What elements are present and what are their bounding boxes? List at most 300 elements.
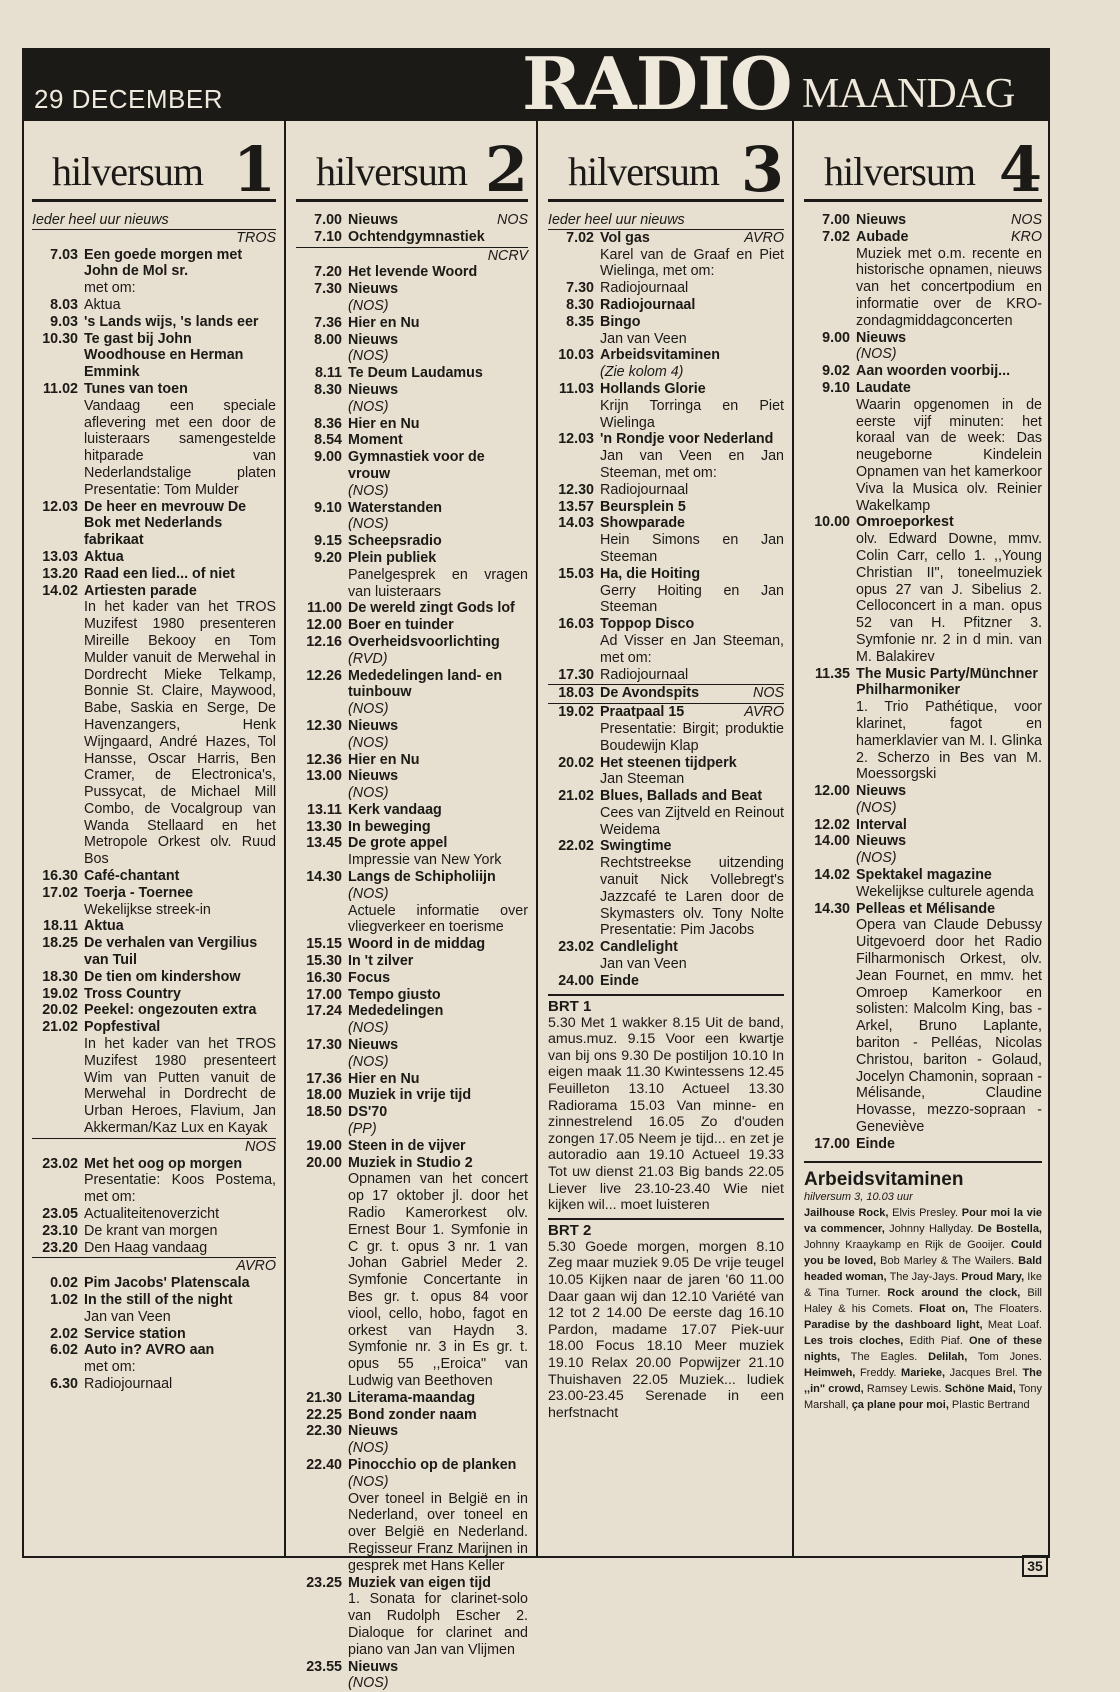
- program-row: [32, 918, 276, 935]
- program-title: Artiesten parade: [84, 582, 197, 599]
- brt2-title: BRT 2: [548, 1218, 784, 1239]
- program-title: Bingo: [600, 313, 641, 330]
- program-time: 8.36: [314, 415, 342, 432]
- program-time: 23.05: [42, 1206, 78, 1223]
- program-body: [348, 315, 528, 332]
- program-title: Het levende Woord: [348, 264, 478, 281]
- program-description: Radiojournaal: [600, 481, 689, 498]
- program-title-line: [348, 668, 528, 702]
- program-title-line: [348, 869, 528, 886]
- program-title-line: [348, 332, 528, 349]
- arbeidsvitaminen-box: [804, 1161, 1042, 1413]
- program-title-line: [348, 500, 528, 517]
- program-body: [600, 755, 784, 789]
- program-row: [296, 332, 528, 366]
- program-body: [84, 1376, 276, 1393]
- program-title: Spektakel magazine: [856, 867, 992, 884]
- program-title: Nieuws: [856, 833, 907, 850]
- program-time: 19.02: [42, 985, 78, 1002]
- program-row: [296, 212, 528, 229]
- program-title: Te gast bij John Woodhouse en Herman Emmink: [84, 330, 244, 381]
- program-title: Overheidsvoorlichting: [348, 633, 500, 650]
- program-body: [348, 550, 528, 600]
- playlist-artist: Johnny Hallyday.: [884, 1222, 978, 1235]
- program-body: [348, 449, 528, 499]
- program-list: [32, 212, 276, 1393]
- program-source: (NOS): [348, 297, 389, 314]
- column-hilversum-3: [536, 121, 792, 1558]
- program-title: Beursplein 5: [600, 498, 686, 515]
- program-row: [296, 550, 528, 600]
- program-title-line: [348, 416, 528, 433]
- program-title: Het steenen tijdperk: [600, 754, 737, 771]
- program-title: In 't zilver: [348, 953, 414, 970]
- program-title-line: [856, 363, 1042, 380]
- program-title-line: [856, 1136, 1042, 1153]
- program-title: The Music Party/Münchner Philharmoniker: [856, 665, 1038, 699]
- program-body: [856, 380, 1042, 514]
- program-time: 18.03: [558, 685, 594, 702]
- program-row: [296, 634, 528, 668]
- program-time: 9.10: [314, 499, 342, 516]
- program-title-line: [348, 1575, 528, 1592]
- playlist-song: De Bostella,: [977, 1222, 1042, 1235]
- box-title: Arbeidsvitaminen: [804, 1168, 964, 1190]
- program-time: 9.15: [314, 533, 342, 550]
- program-row: [296, 1003, 528, 1037]
- program-row: [296, 365, 528, 382]
- program-title-line: [600, 973, 784, 990]
- program-body: [348, 869, 528, 936]
- program-title-line: [600, 685, 784, 702]
- playlist-artist: Jacques Brel.: [945, 1366, 1023, 1379]
- program-body: [600, 515, 784, 565]
- program-time: 9.00: [822, 329, 850, 346]
- program-row: [804, 666, 1042, 784]
- program-title: Laudate: [856, 379, 911, 396]
- program-title: De grote appel: [348, 835, 448, 852]
- program-title-line: [348, 617, 528, 634]
- program-time: 8.54: [314, 432, 342, 449]
- program-description: Radiojournaal: [600, 280, 689, 297]
- program-time: 23.55: [306, 1658, 342, 1675]
- program-row: [296, 1659, 528, 1692]
- program-time: 13.11: [307, 801, 342, 818]
- program-title-line: [600, 499, 784, 516]
- program-time: 15.15: [306, 936, 342, 953]
- program-row: [296, 819, 528, 836]
- program-time: 12.03: [558, 431, 594, 448]
- playlist-song: Proud Mary,: [961, 1270, 1025, 1283]
- program-row: [296, 1104, 528, 1138]
- program-title-line: [348, 264, 528, 281]
- program-title: Hier en Nu: [348, 314, 420, 331]
- program-body: [600, 616, 784, 666]
- program-description: Ad Visser en Jan Steeman, met om:: [600, 632, 784, 666]
- program-title: De Avondspits: [600, 685, 700, 702]
- program-title-line: [348, 1003, 528, 1020]
- program-row: [548, 314, 784, 348]
- program-row: [548, 939, 784, 973]
- column-hilversum-4: [792, 121, 1050, 1558]
- program-title-line: [348, 432, 528, 449]
- program-title-line: [84, 1342, 276, 1359]
- program-time: 23.02: [42, 1155, 78, 1172]
- header-title: RADIO: [522, 41, 792, 126]
- program-body: [600, 431, 784, 481]
- program-body: [600, 230, 784, 280]
- program-body: [348, 281, 528, 315]
- program-title-line: [84, 885, 276, 902]
- program-description: Jan van Veen: [600, 330, 687, 347]
- program-time: 14.30: [814, 900, 850, 917]
- program-title: Pinocchio op de planken: [348, 1456, 517, 1473]
- program-body: [600, 566, 784, 616]
- program-row: [804, 330, 1042, 364]
- program-body: [348, 802, 528, 819]
- program-body: [600, 381, 784, 431]
- program-title-line: [348, 600, 528, 617]
- program-source: (NOS): [348, 348, 389, 365]
- program-title-line: [348, 281, 528, 298]
- program-title-line: [348, 1659, 528, 1676]
- program-row: [296, 1423, 528, 1457]
- playlist-artist: Ike & Tina Turner.: [804, 1270, 1042, 1299]
- program-title: Focus: [348, 969, 391, 986]
- program-body: [348, 1037, 528, 1071]
- program-title-line: [84, 918, 276, 935]
- program-body: [84, 1342, 276, 1376]
- program-title-line: [856, 514, 1042, 531]
- program-title: Woord in de middag: [348, 936, 486, 953]
- program-title-line: [348, 229, 528, 246]
- station-header: [296, 121, 528, 206]
- program-body: [348, 936, 528, 953]
- playlist-song: Schöne Maid,: [944, 1382, 1016, 1395]
- station-name: hilversum: [824, 149, 975, 194]
- program-row: [548, 667, 784, 684]
- program-body: [348, 1138, 528, 1155]
- program-time: 11.00: [307, 600, 342, 617]
- program-title: Mededelingen land- en tuinbouw: [348, 667, 503, 701]
- program-body: [348, 212, 528, 229]
- program-body: [348, 1659, 528, 1692]
- program-row: [804, 380, 1042, 514]
- program-row: [296, 1390, 528, 1407]
- program-body: [348, 819, 528, 836]
- program-row: [32, 566, 276, 583]
- station-header: [804, 121, 1042, 206]
- program-row: [296, 802, 528, 819]
- program-title: Arbeidsvitaminen: [600, 347, 720, 364]
- program-description: Gerry Hoiting en Jan Steeman: [600, 582, 784, 616]
- program-body: [348, 835, 528, 869]
- program-row: [804, 817, 1042, 834]
- program-row: [296, 835, 528, 869]
- program-body: [600, 704, 784, 754]
- playlist-song: Jailhouse Rock,: [804, 1206, 889, 1219]
- program-body: [856, 514, 1042, 665]
- program-body: [600, 939, 784, 973]
- program-description: 1. Sonata for clarinet-solo van Rudolph Escher 2. Dialoque for clarinet and piano van Jan van Vlijmen: [348, 1591, 528, 1658]
- program-list: [804, 212, 1042, 1153]
- program-row: [296, 752, 528, 769]
- page-header: [22, 41, 1050, 126]
- playlist-song: Could you be loved,: [804, 1238, 1042, 1267]
- program-title-line: [348, 970, 528, 987]
- program-title: Waterstanden: [348, 499, 443, 516]
- program-body: [600, 788, 784, 838]
- playlist-song: ça plane pour moi,: [851, 1398, 949, 1411]
- program-time: 6.30: [50, 1375, 78, 1392]
- program-row: [296, 953, 528, 970]
- program-body: [600, 314, 784, 348]
- program-time: 17.24: [306, 1003, 342, 1020]
- program-title-line: [84, 381, 276, 398]
- program-source: (NOS): [348, 1675, 389, 1692]
- station-name: hilversum: [568, 149, 719, 194]
- column-hilversum-1: [22, 121, 284, 1558]
- program-description: In het kader van het TROS Muzifest 1980 presenteren Mireille Bekooy en Tom Mulder vanuit de Merwehal in Dordrecht Mieke Telkamp, Bonnie St. Claire, Maywood, Babe, Saskia en Serge, De Havenzangers, Henk Wijngaard, André Hazes, Tol Hansse, Oscar Harris, Ben Cramer, de Electronica's, Pussycat, de Michael Mill Combo, de Vocalgroup van Wanda Stellaard en het Metropole Orkest olv. Ruud Bos: [84, 599, 276, 868]
- program-row: [296, 617, 528, 634]
- program-body: [600, 973, 784, 990]
- program-title-line: [348, 315, 528, 332]
- program-body: [84, 381, 276, 499]
- program-row: [32, 314, 276, 331]
- program-title-line: [348, 449, 528, 483]
- program-title-line: [348, 752, 528, 769]
- program-row: [32, 1292, 276, 1326]
- program-title: De tien om kindershow: [84, 968, 241, 985]
- program-row: [296, 668, 528, 718]
- program-row: [548, 230, 784, 280]
- program-time: 15.30: [306, 953, 342, 970]
- station-number: 4: [998, 133, 1042, 206]
- program-title: Pim Jacobs' Platenscala: [84, 1275, 250, 1292]
- program-time: 12.30: [558, 481, 594, 498]
- program-row: [32, 1223, 276, 1240]
- program-title: De verhalen van Vergilius van Tuil: [84, 935, 258, 969]
- playlist-song: The ,,in" crowd,: [804, 1366, 1042, 1395]
- program-title-line: [856, 867, 1042, 884]
- program-body: [348, 718, 528, 752]
- program-time: 12.16: [306, 633, 342, 650]
- program-title: Toerja - Toernee: [84, 884, 194, 901]
- program-row: [548, 566, 784, 616]
- program-title: DS'70: [348, 1104, 388, 1121]
- program-source: (NOS): [348, 516, 389, 533]
- program-description: Over toneel in België en in Nederland, over toneel en over België en Nederland. Regisseur Franz Marijnen in gesprek met Hans Keller: [348, 1490, 528, 1574]
- program-time: 23.25: [306, 1574, 342, 1591]
- program-title: Ha, die Hoiting: [600, 565, 701, 582]
- program-description: Cees van Zijtveld en Reinout Weidema: [600, 804, 784, 838]
- program-body: [348, 634, 528, 668]
- program-time: 13.45: [306, 835, 342, 852]
- program-row: [548, 347, 784, 381]
- program-source: (NOS): [856, 799, 897, 816]
- program-title: Nieuws: [856, 212, 907, 228]
- program-title: Muziek in Studio 2: [348, 1154, 473, 1171]
- program-title-line: [600, 431, 784, 448]
- program-title: Hier en Nu: [348, 415, 420, 432]
- program-title: Hollands Glorie: [600, 380, 706, 397]
- program-row: [296, 1037, 528, 1071]
- program-description: Panelgesprek en vragen van luisteraars: [348, 566, 528, 600]
- program-title: Nieuws: [856, 783, 907, 800]
- program-title-line: [600, 297, 784, 314]
- program-title-line: [84, 1002, 276, 1019]
- program-title-line: [856, 380, 1042, 397]
- program-title: Peekel: ongezouten extra: [84, 1002, 257, 1019]
- program-body: [856, 1136, 1042, 1153]
- program-time: 14.30: [306, 869, 342, 886]
- program-row: [548, 499, 784, 516]
- program-time: 7.30: [314, 281, 342, 298]
- program-title: Steen in de vijver: [348, 1137, 466, 1154]
- program-title: Nieuws: [348, 1658, 399, 1675]
- program-description: Aktua: [84, 296, 121, 313]
- program-title: Hier en Nu: [348, 751, 420, 768]
- program-title-line: [84, 868, 276, 885]
- playlist-song: Paradise by the dashboard light,: [804, 1318, 983, 1331]
- program-time: 18.30: [42, 968, 78, 985]
- program-title-line: [84, 549, 276, 566]
- program-title: Tunes van toen: [84, 380, 188, 397]
- program-time: 0.02: [50, 1275, 78, 1292]
- program-title-line: [348, 1037, 528, 1054]
- program-body: [84, 1019, 276, 1137]
- program-description: olv. Edward Downe, mmv. Colin Carr, cello 1. ,,Young Christian II", toneelmuziek opus 27 van J. Sibelius 2. Celloconcert in a man. opus 52 van H. Pfitzner 3. Symfonie nr. 2 in d min. van M. Balakirev: [856, 531, 1042, 665]
- program-time: 7.02: [566, 229, 594, 246]
- program-title-line: [84, 247, 276, 281]
- broadcaster-label: AVRO: [744, 704, 784, 721]
- program-title: Interval: [856, 816, 907, 833]
- program-title: Gymnastiek voor de vrouw: [348, 449, 485, 482]
- program-body: [84, 935, 276, 969]
- program-row: [296, 600, 528, 617]
- program-title-line: [348, 1457, 528, 1474]
- program-title-line: [600, 347, 784, 364]
- program-row: [32, 499, 276, 549]
- program-body: [84, 918, 276, 935]
- program-time: 17.30: [558, 666, 594, 683]
- program-title: Mededelingen: [348, 1003, 444, 1020]
- program-time: 12.03: [42, 498, 78, 515]
- program-body: [348, 1457, 528, 1575]
- program-body: [84, 1206, 276, 1223]
- playlist-artist: Bill Haley & his Comets.: [804, 1286, 1042, 1315]
- program-title: 's Lands wijs, 's lands eer: [84, 313, 259, 330]
- program-description: In het kader van het TROS Muzifest 1980 presenteert Wim van Putten vanuit de Merwehal in Dordrecht de Urban Heroes, Flavium, Jan Akkerman/Kaz Lux en Kayak: [84, 1036, 276, 1137]
- program-source: (NOS): [348, 1020, 389, 1037]
- program-time: 21.02: [558, 788, 594, 805]
- program-row: [32, 331, 276, 381]
- header-date: 29 DECEMBER: [34, 84, 223, 114]
- station-header: [548, 121, 784, 206]
- program-time: 8.35: [566, 313, 594, 330]
- program-title-line: [348, 819, 528, 836]
- program-time: 18.11: [43, 918, 78, 935]
- program-time: 9.02: [822, 363, 850, 380]
- program-title-line: [84, 566, 276, 583]
- program-title: Café-chantant: [84, 868, 180, 885]
- program-title: Tross Country: [84, 985, 181, 1002]
- playlist-artist: Ramsey Lewis.: [863, 1382, 945, 1395]
- program-row: [296, 1575, 528, 1659]
- program-body: [348, 752, 528, 769]
- program-list: [548, 212, 784, 990]
- program-row: [32, 986, 276, 1003]
- program-title-line: [348, 1423, 528, 1440]
- program-time: 18.25: [42, 935, 78, 952]
- program-title-line: [600, 704, 784, 721]
- station-number: 1: [232, 133, 276, 206]
- program-body: [84, 885, 276, 919]
- program-row: [804, 363, 1042, 380]
- playlist-artist: The Floaters.: [968, 1302, 1042, 1315]
- program-row: [296, 533, 528, 550]
- program-time: 24.00: [558, 972, 594, 989]
- program-description: Jan van Veen: [84, 1308, 171, 1325]
- program-body: [348, 382, 528, 416]
- program-time: 12.02: [814, 816, 850, 833]
- program-title: Service station: [84, 1325, 186, 1342]
- brt2-schedule: 5.30 Goede morgen, morgen 8.10 Zeg maar muziek 9.05 De vrije teugel 10.05 Kijken naar de jaren '60 11.00 Daar gaan wij dan 12.10 Variété van 12 tot 2 14.00 De eerste dag 16.10 Pardon, madame 17.07 Piek-uur 18.00 Focus 18.10 Meer muziek 19.10 Relax 20.00 Popwijzer 21.10 Thuishaven 22.05 Muziek... ludiek 23.00-23.45 Serenade in een herfstnacht: [548, 1238, 784, 1421]
- program-time: 14.02: [42, 582, 78, 599]
- program-title-line: [348, 987, 528, 1004]
- playlist-song: Bald headed woman,: [804, 1254, 1043, 1283]
- broadcaster-label: NOS: [753, 685, 784, 702]
- program-description: Jan Steeman: [600, 771, 685, 788]
- program-time: 22.25: [306, 1406, 342, 1423]
- program-row: [548, 280, 784, 297]
- program-title-line: [348, 1071, 528, 1088]
- station-number: 2: [484, 133, 528, 206]
- program-row: [804, 833, 1042, 867]
- program-body: [348, 1087, 528, 1104]
- broadcaster-label: AVRO: [32, 1257, 276, 1275]
- box-subtitle: hilversum 3, 10.03 uur: [804, 1190, 913, 1203]
- program-title: Einde: [600, 972, 639, 989]
- program-time: 10.03: [558, 347, 594, 364]
- playlist-song: Heimweh,: [804, 1366, 856, 1379]
- program-title: Plein publiek: [348, 549, 437, 566]
- program-title: Raad een lied... of niet: [84, 565, 235, 582]
- program-title: Literama-maandag: [348, 1389, 476, 1406]
- program-row: [296, 1087, 528, 1104]
- program-description: met om:: [84, 280, 136, 297]
- program-title-line: [84, 331, 276, 381]
- box-playlist: [804, 1205, 1042, 1413]
- program-title: Boer en tuinder: [348, 617, 454, 634]
- program-description: Jan van Veen en Jan Steeman, met om:: [600, 448, 784, 481]
- program-row: [32, 1275, 276, 1292]
- program-title-line: [348, 1087, 528, 1104]
- program-time: 1.02: [50, 1292, 78, 1308]
- program-time: 23.20: [42, 1239, 78, 1256]
- program-row: [296, 382, 528, 416]
- program-time: 15.03: [558, 565, 594, 582]
- program-title-line: [600, 381, 784, 398]
- program-description: Wekelijkse culturele agenda: [856, 883, 1034, 900]
- program-time: 13.03: [42, 548, 78, 565]
- program-title-line: [856, 817, 1042, 834]
- program-title-line: [348, 550, 528, 567]
- program-title: Bond zonder naam: [348, 1406, 477, 1423]
- program-time: 12.30: [306, 717, 342, 734]
- program-time: 9.03: [50, 313, 78, 330]
- program-row: [548, 515, 784, 565]
